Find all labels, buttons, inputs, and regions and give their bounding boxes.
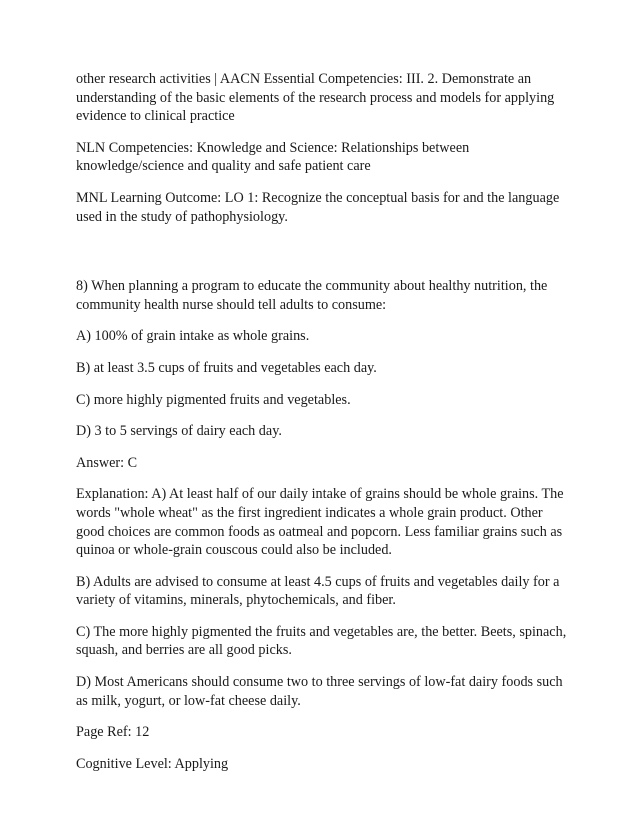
competencies-nln: NLN Competencies: Knowledge and Science: Relationships between knowledge/science and quality and safe patient care [76,139,470,175]
explanation-a: Explanation: A) At least half of our daily intake of grains should be whole grains. The words "whole wheat" as the first ingredient indicates a whole grain product. Other good choices are common foods as oatmeal and popcorn. Less familiar grains such as quinoa or whole-grain couscous could also be included. [76,486,564,559]
document-body [76,70,572,786]
competencies-aacn: other research activities | AACN Essential Competencies: III. 2. Demonstrate an understanding of the basic elements of the research process and models for applying evidence to clinical practice [76,71,555,125]
option-d: D) 3 to 5 servings of dairy each day. [76,423,282,440]
option-a: A) 100% of grain intake as whole grains. [76,328,310,345]
explanation-b: B) Adults are advised to consume at least 4.5 cups of fruits and vegetables daily for a variety of vitamins, minerals, phytochemicals, and fiber. [76,573,560,609]
option-c: C) more highly pigmented fruits and vegetables. [76,391,351,408]
page-ref: Page Ref: 12 [76,724,150,741]
explanation-c: C) The more highly pigmented the fruits and vegetables are, the better. Beets, spinach, squash, and berries are all good picks. [76,623,567,659]
answer: Answer: C [76,454,138,471]
explanation-d: D) Most Americans should consume two to three servings of low-fat dairy foods such as milk, yogurt, or low-fat cheese daily. [76,674,563,709]
option-b: B) at least 3.5 cups of fruits and vegetables each day. [76,359,377,376]
learning-outcome: MNL Learning Outcome: LO 1: Recognize the conceptual basis for and the language used in the study of pathophysiology. [76,189,560,225]
question-stem: 8) When planning a program to educate the community about healthy nutrition, the community health nurse should tell adults to consume: [76,278,548,313]
cognitive-level: Cognitive Level: Applying [76,755,229,772]
